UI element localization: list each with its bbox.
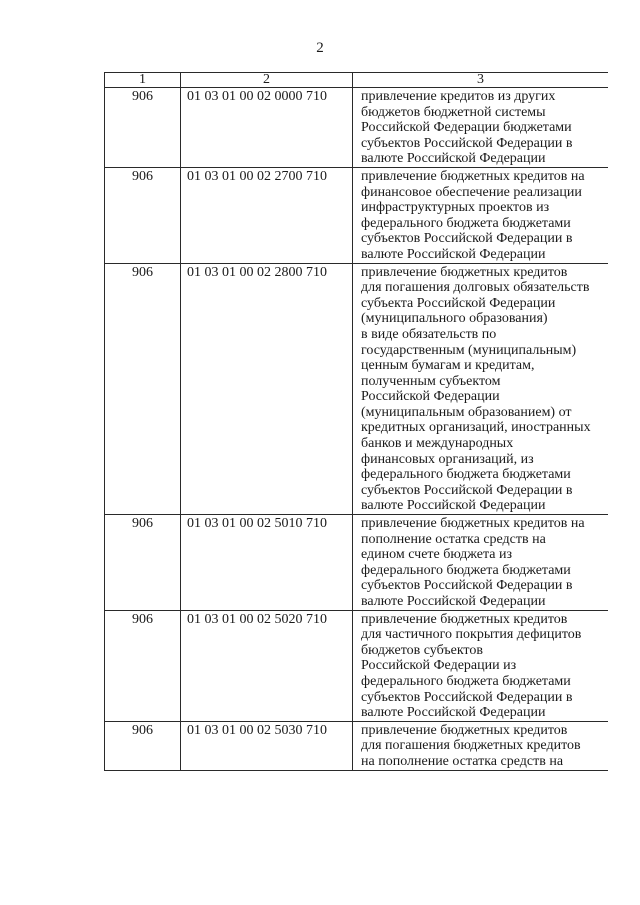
description-line: субъектов Российской Федерации в — [361, 231, 573, 247]
description-line: ценным бумагам и кредитам, — [361, 358, 535, 374]
header-row — [105, 73, 609, 88]
description-line: привлечение бюджетных кредитов на — [361, 168, 585, 184]
description-line: привлечение кредитов из других — [361, 89, 556, 104]
budget-code-cell: 01 03 01 00 02 5020 710 — [181, 610, 353, 721]
budget-code-cell: 01 03 01 00 02 5010 710 — [181, 515, 353, 611]
description-cell — [353, 610, 609, 721]
header-col-2: 2 — [181, 73, 353, 88]
description-line: привлечение бюджетных кредитов — [361, 264, 568, 280]
description-line: финансовых организаций, из — [361, 451, 534, 467]
description-line: привлечение бюджетных кредитов на — [361, 516, 585, 532]
description-line: кредитных организаций, иностранных — [361, 420, 591, 436]
description-line: инфраструктурных проектов из — [361, 200, 550, 216]
description-cell — [353, 263, 609, 515]
description-line: Российской Федерации — [361, 389, 500, 405]
description-line: для частичного покрытия дефицитов — [361, 627, 582, 643]
description-line: (муниципальным образованием) от — [361, 404, 572, 420]
description-line: федерального бюджета бюджетами — [361, 215, 571, 231]
description-line: бюджетов субъектов — [361, 642, 483, 658]
description-line: валюте Российской Федерации — [361, 246, 546, 262]
admin-code-cell: 906 — [105, 167, 181, 263]
table-row — [105, 721, 609, 770]
description-cell — [353, 88, 609, 168]
description-cell — [353, 721, 609, 770]
description-line: федерального бюджета бюджетами — [361, 673, 571, 689]
description-line: Российской Федерации бюджетами — [361, 120, 572, 136]
budget-codes-table — [104, 72, 608, 771]
description-line: на пополнение остатка средств на — [361, 753, 564, 769]
table-header — [105, 73, 609, 88]
description-line: Российской Федерации из — [361, 658, 517, 674]
description-cell — [353, 515, 609, 611]
description-line: (муниципального образования) — [361, 311, 548, 327]
admin-code-cell: 906 — [105, 263, 181, 515]
description-line: валюте Российской Федерации — [361, 594, 546, 609]
description-line: финансовое обеспечение реализации — [361, 184, 582, 200]
description-line: федерального бюджета бюджетами — [361, 562, 571, 578]
description-line: бюджетов бюджетной системы — [361, 104, 546, 120]
description-line: валюте Российской Федерации — [361, 705, 546, 721]
admin-code-cell: 906 — [105, 610, 181, 721]
header-col-1: 1 — [105, 73, 181, 88]
budget-code-cell: 01 03 01 00 02 2700 710 — [181, 167, 353, 263]
budget-code-cell: 01 03 01 00 02 0000 710 — [181, 88, 353, 168]
table-row — [105, 263, 609, 515]
table-row — [105, 610, 609, 721]
description-line: привлечение бюджетных кредитов — [361, 611, 568, 627]
description-line: для погашения бюджетных кредитов — [361, 738, 581, 754]
table-row — [105, 167, 609, 263]
admin-code-cell: 906 — [105, 721, 181, 770]
description-line: субъектов Российской Федерации в — [361, 578, 573, 594]
description-line: привлечение бюджетных кредитов — [361, 722, 568, 738]
description-line: полученным субъектом — [361, 373, 501, 389]
description-line: валюте Российской Федерации — [361, 151, 546, 167]
admin-code-cell: 906 — [105, 88, 181, 168]
description-line: федерального бюджета бюджетами — [361, 467, 571, 483]
description-line: субъектов Российской Федерации в — [361, 135, 573, 151]
description-line: субъектов Российской Федерации в — [361, 689, 573, 705]
description-line: банков и международных — [361, 436, 514, 452]
description-line: субъекта Российской Федерации — [361, 295, 556, 311]
budget-code-cell: 01 03 01 00 02 2800 710 — [181, 263, 353, 515]
description-line: для погашения долговых обязательств — [361, 280, 590, 296]
budget-codes-table-container — [104, 72, 608, 850]
table-row — [105, 88, 609, 168]
description-cell — [353, 167, 609, 263]
budget-code-cell: 01 03 01 00 02 5030 710 — [181, 721, 353, 770]
admin-code-cell: 906 — [105, 515, 181, 611]
description-line: государственным (муниципальным) — [361, 342, 577, 358]
description-line: в виде обязательств по — [361, 326, 497, 342]
description-line: субъектов Российской Федерации в — [361, 482, 573, 498]
header-col-3: 3 — [353, 73, 609, 88]
table-row — [105, 515, 609, 611]
page-number: 2 — [316, 40, 324, 56]
description-line: едином счете бюджета из — [361, 547, 512, 563]
description-line: валюте Российской Федерации — [361, 498, 546, 514]
table-body — [105, 88, 609, 771]
description-line: пополнение остатка средств на — [361, 531, 546, 547]
